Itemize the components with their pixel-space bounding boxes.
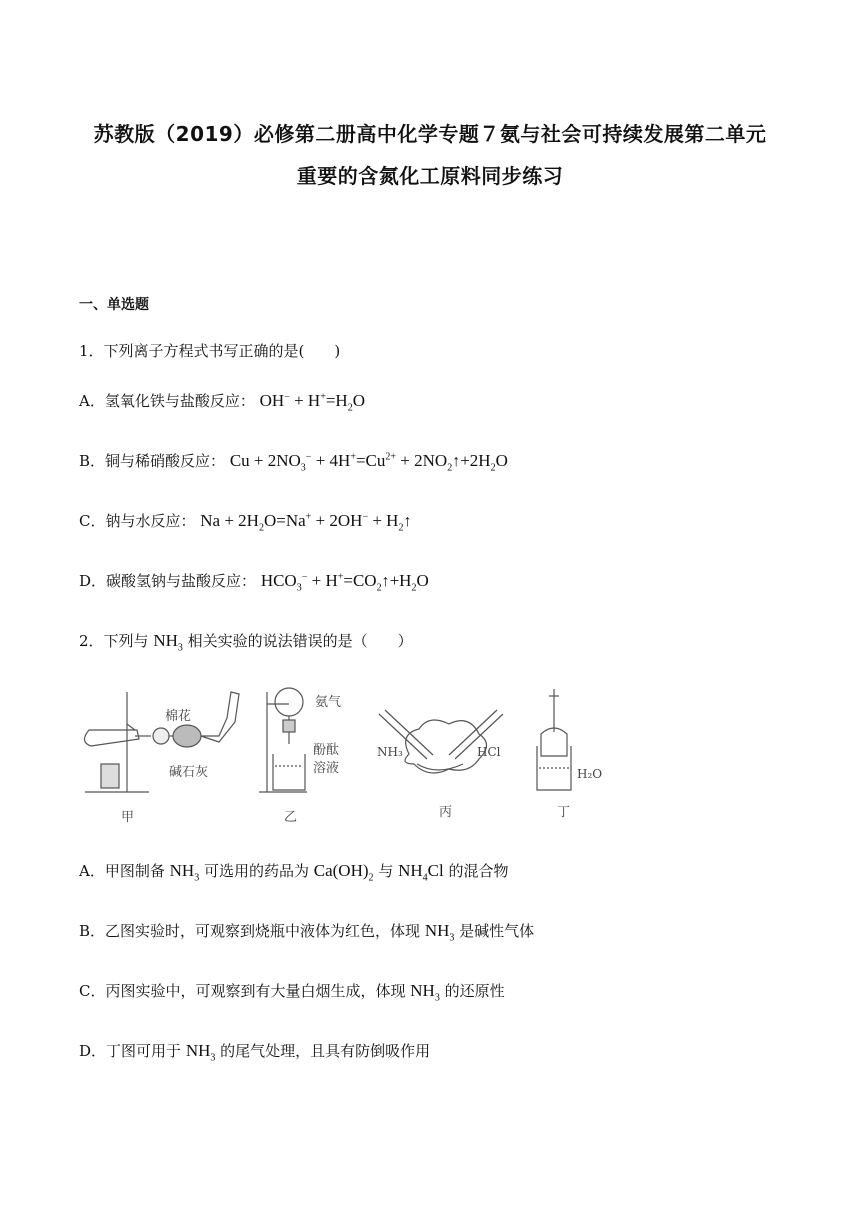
label-jianshihui: 碱石灰 [169,765,209,780]
q2-option-b-formula: $NH_3$ [424,921,455,944]
apparatus-figure [79,684,619,829]
q2-option-b [79,920,534,943]
caption-jia: 甲 [121,810,135,825]
q1-stem: 1．下列离子方程式书写正确的是( ) [79,342,341,360]
q2-option-a [79,860,509,883]
q2-stem-formula: $NH_3$ [153,631,183,654]
label-hcl: HCl [477,745,501,759]
q2-option-a-formula-nh4cl: $NH_4Cl$ [398,861,444,884]
q2-stem [79,630,413,653]
doc-title-line1: 苏教版（2019）必修第二册高中化学专题７氨与社会可持续发展第二单元 [93,122,767,146]
q2-option-c [79,980,505,1003]
q1-option-d-label: D．碳酸氢钠与盐酸反应： [79,572,257,590]
q1-option-d-equation: $HCO_3^-$ + $H^+=CO_2↑+H_2O$ [260,571,429,594]
apparatus-yi [259,688,307,792]
q2-option-a-post: 的混合物 [448,862,509,880]
q2-option-a-formula-caoh2: $Ca(OH)_2$ [313,861,374,884]
label-anqi: 氨气 [315,695,342,710]
q2-option-d [79,1040,430,1063]
apparatus-jia [84,692,239,792]
apparatus-bing [379,710,503,773]
q2-option-a-mid: 可选用的药品为 [203,862,309,880]
label-mianhua: 棉花 [165,709,192,724]
apparatus-ding [537,689,571,790]
q1-option-c-label: C．钠与水反应： [79,512,196,530]
q2-option-a-and: 与 [378,862,394,880]
q2-stem-post: 相关实验的说法错误的是（ ） [187,632,413,650]
label-h2o: H₂O [577,767,603,781]
q2-option-c-post: 的还原性 [444,982,505,1000]
q1-option-c-equation: $Na + 2H_2O=Na^+ + 2OH^-$ + $H_2↑$ [200,511,412,534]
q1-option-c [79,510,411,533]
caption-ding: 丁 [557,805,571,820]
doc-title-line2: 重要的含氮化工原料同步练习 [296,164,564,188]
q2-option-d-pre: D．丁图可用于 [79,1042,182,1060]
section-heading: 一、单选题 [79,297,149,313]
caption-bing: 丙 [439,805,453,820]
q1-option-a-equation: $OH^- + H^+=H_2O$ [259,391,365,414]
q2-option-b-post: 是碱性气体 [459,922,535,940]
caption-yi: 乙 [284,810,298,825]
q2-option-c-pre: C．丙图实验中，可观察到有大量白烟生成，体现 [79,982,406,1000]
label-nh3: NH₃ [377,745,403,759]
q2-option-c-formula: $NH_3$ [410,981,440,1004]
q2-option-a-formula-nh3: $NH_3$ [169,861,200,884]
q2-option-a-pre: A．甲图制备 [79,862,165,880]
q2-stem-pre: 2．下列与 [79,632,149,650]
q2-option-d-formula: $NH_3$ [185,1041,216,1064]
label-fentai-1: 酚酞 [313,743,340,758]
label-fentai-2: 溶液 [313,761,340,776]
q1-option-b-equation: $Cu + 2NO_3^- + 4H^+=Cu^{2+}$ + $2NO_2↑+2H_2O$ [229,451,508,474]
q1-option-a [79,390,365,413]
q1-option-b [79,450,508,473]
q2-option-d-post: 的尾气处理，且具有防倒吸作用 [220,1042,431,1060]
q1-option-a-label: A．氢氧化铁与盐酸反应： [79,392,255,410]
q1-option-b-label: B．铜与稀硝酸反应： [79,452,226,470]
q1-option-d [79,570,429,593]
q2-option-b-pre: B．乙图实验时，可观察到烧瓶中液体为红色，体现 [79,922,421,940]
